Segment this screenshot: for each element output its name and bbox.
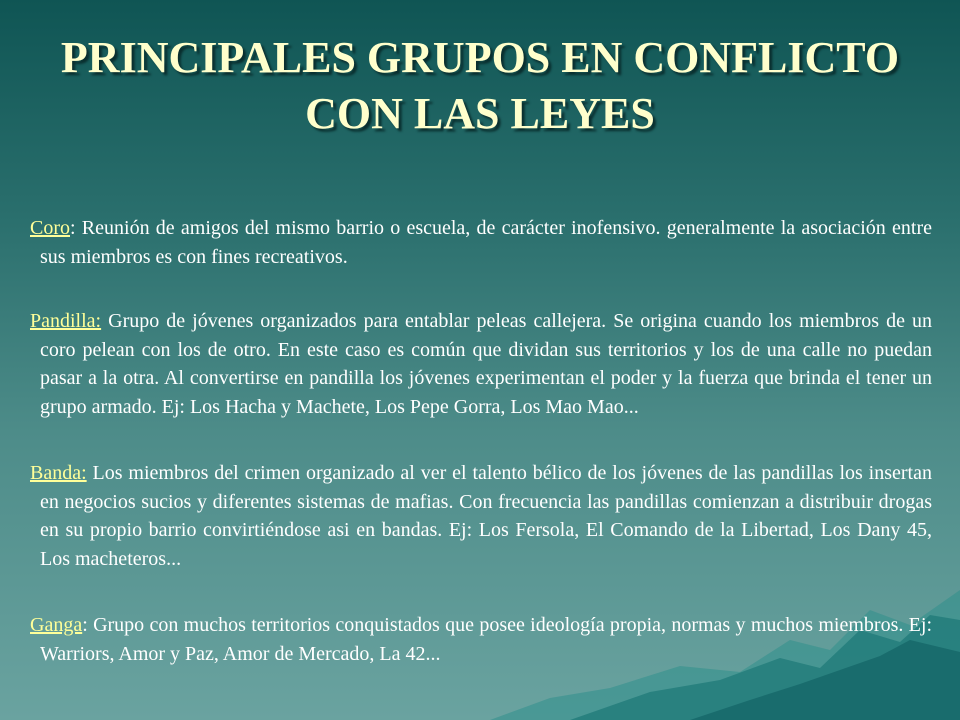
term-ganga: Ganga — [30, 614, 83, 636]
term-coro: Coro — [30, 217, 70, 239]
title-line-2: CON LAS LEYES — [305, 89, 655, 138]
definition-pandilla — [30, 307, 932, 421]
term-pandilla: Pandilla: — [30, 310, 102, 332]
definition-text: Reunión de amigos del mismo barrio o escuela, de carácter inofensivo. generalmente la asociación entre sus miembros es con fines recreativos. — [40, 217, 932, 268]
definition-text: Los miembros del crimen organizado al ver el talento bélico de los jóvenes de las pandillas los insertan en negocios sucios y diferentes sistemas de mafias. Con frecuencia las pandillas comienzan a distribuir drogas en su propio barrio convirtiéndose asi en bandas. Ej: Los Fersola, El Comando de la Libertad, Los Dany 45, Los macheteros... — [40, 462, 932, 570]
term-separator: : — [82, 614, 88, 636]
term-banda: Banda: — [30, 462, 87, 484]
definition-coro — [30, 214, 932, 271]
definition-text: Grupo de jóvenes organizados para entablar peleas callejera. Se origina cuando los miembros de un coro pelean con los de otro. En este caso es común que dividan sus territorios y los de una calle no puedan pasar a la otra. Al convertirse en pandilla los jóvenes experimentan el poder y la fuerza que brinda el tener un grupo armado. Ej: Los Hacha y Machete, Los Pepe Gorra, Los Mao Mao... — [40, 310, 932, 418]
definition-text: Grupo con muchos territorios conquistados que posee ideología propia, normas y muchos miembros. Ej: Warriors, Amor y Paz, Amor de Mercado, La 42... — [40, 614, 932, 665]
term-separator: : — [70, 217, 76, 239]
definition-ganga — [30, 611, 932, 668]
definition-banda — [30, 459, 932, 573]
definitions-list — [30, 214, 932, 668]
slide-title — [0, 30, 960, 142]
title-line-1: PRINCIPALES GRUPOS EN CONFLICTO — [60, 33, 900, 82]
